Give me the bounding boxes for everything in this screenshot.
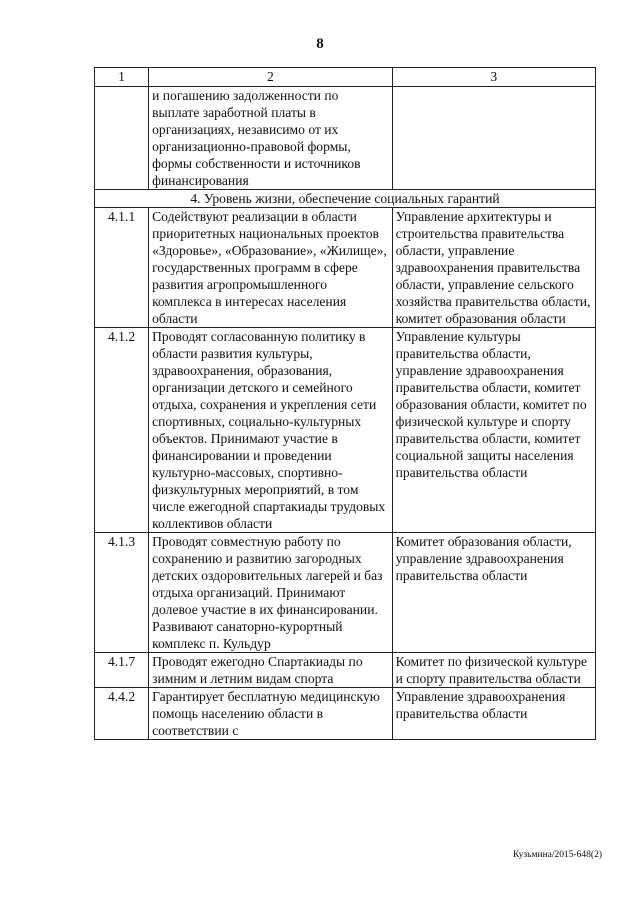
- row-code: [95, 87, 149, 190]
- table-row: [95, 653, 596, 688]
- row-text: Гарантирует бесплатную медицинскую помощь населению области в соответствии с: [149, 688, 392, 740]
- row-text: и погашению задолженности по выплате заработной платы в организациях, независимо от их организационно-правовой формы, формы собственности и источников финансирования: [149, 87, 392, 190]
- row-code: 4.1.2: [95, 328, 149, 533]
- row-code: 4.1.3: [95, 533, 149, 653]
- table-row: [95, 208, 596, 328]
- row-responsible: Комитет по физической культуре и спорту правительства области: [392, 653, 595, 688]
- footer-code: Кузьмина/2015-648(2): [513, 850, 602, 860]
- column-header-2: 2: [149, 68, 392, 87]
- row-responsible: [392, 87, 595, 190]
- row-text: Проводят согласованную политику в области развития культуры, здравоохранения, образования, организации детского и семейного отдыха, сохранения и укрепления сети спортивных, социально-культурных объектов. Принимают участие в финансировании и проведении культурно-массовых, спортивно-физкультурных мероприятий, в том числе ежегодной спартакиады трудовых коллективов области: [149, 328, 392, 533]
- row-code: 4.1.7: [95, 653, 149, 688]
- table-header-row: [95, 68, 596, 87]
- row-responsible: Комитет образования области, управление здравоохранения правительства области: [392, 533, 595, 653]
- row-responsible: Управление здравоохранения правительства области: [392, 688, 595, 740]
- column-header-1: 1: [95, 68, 149, 87]
- table-row-continuation: [95, 87, 596, 190]
- page-number: 8: [316, 36, 324, 52]
- table-row: [95, 533, 596, 653]
- row-text: Проводят совместную работу по сохранению и развитию загородных детских оздоровительных лагерей и баз отдыха организаций. Принимают долевое участие в их финансировании. Развивают санаторно-курортный комплекс п. Кульдур: [149, 533, 392, 653]
- row-responsible: Управление архитектуры и строительства правительства области, управление здравоохранения правительства области, управление сельского хозяйства правительства области, комитет образования области: [392, 208, 595, 328]
- row-code: 4.4.2: [95, 688, 149, 740]
- section-row: [95, 190, 596, 208]
- section-title: 4. Уровень жизни, обеспечение социальных гарантий: [95, 190, 596, 208]
- measures-table: [94, 67, 596, 740]
- column-header-3: 3: [392, 68, 595, 87]
- row-text: Содействуют реализации в области приоритетных национальных проектов «Здоровье», «Образование», «Жилище», государственных программ в сфере развития агропромышленного комплекса в интересах населения области: [149, 208, 392, 328]
- table-row: [95, 328, 596, 533]
- row-code: 4.1.1: [95, 208, 149, 328]
- row-responsible: Управление культуры правительства области, управление здравоохранения правительства области, комитет образования области, комитет по физической культуре и спорту правительства области, комитет социальной защиты населения правительства области: [392, 328, 595, 533]
- table-row: [95, 688, 596, 740]
- row-text: Проводят ежегодно Спартакиады по зимним и летним видам спорта: [149, 653, 392, 688]
